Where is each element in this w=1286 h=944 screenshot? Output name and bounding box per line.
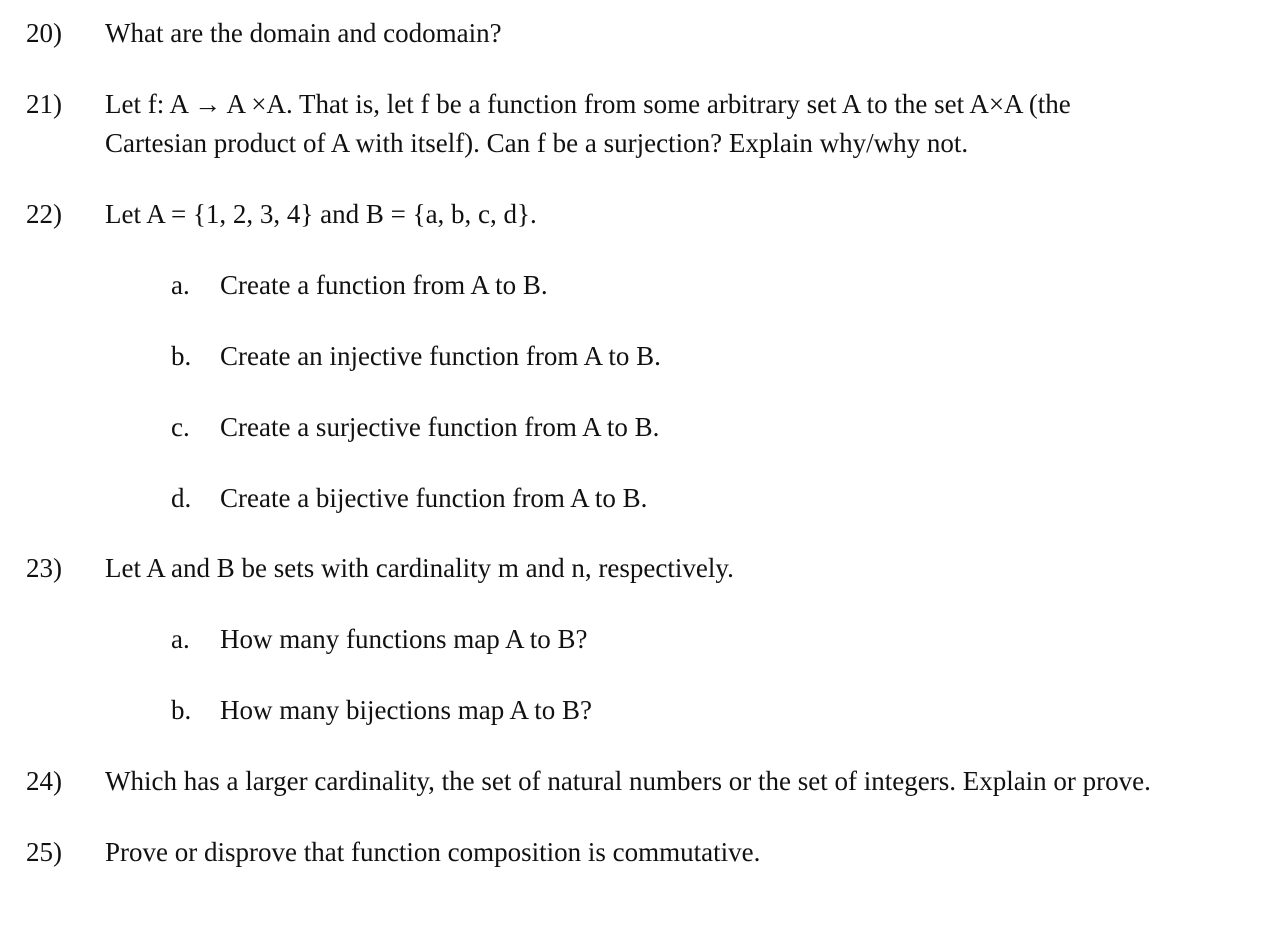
question-25-number: 25) bbox=[26, 837, 62, 867]
question-21-text-line2: Cartesian product of A with itself). Can f be a surjection? Explain why/why not. bbox=[105, 128, 969, 158]
question-22b-letter: b. bbox=[171, 341, 192, 371]
question-22-text: Let A = {1, 2, 3, 4} and B = {a, b, c, d}. bbox=[105, 199, 537, 229]
question-22d-letter: d. bbox=[171, 483, 192, 513]
question-24-text: Which has a larger cardinality, the set of natural numbers or the set of integers. Explain or prove. bbox=[105, 766, 1151, 796]
question-23-text: Let A and B be sets with cardinality m and n, respectively. bbox=[105, 553, 734, 583]
question-23-number: 23) bbox=[26, 553, 62, 583]
question-20-number: 20) bbox=[26, 18, 62, 48]
question-24-number: 24) bbox=[26, 766, 62, 796]
question-23b-text: How many bijections map A to B? bbox=[220, 695, 592, 725]
question-22a-letter: a. bbox=[171, 270, 190, 300]
question-22c-letter: c. bbox=[171, 412, 190, 442]
question-20-text: What are the domain and codomain? bbox=[105, 18, 502, 48]
question-22b-text: Create an injective function from A to B. bbox=[220, 341, 661, 371]
question-21-number: 21) bbox=[26, 89, 62, 119]
question-23a-text: How many functions map A to B? bbox=[220, 624, 588, 654]
question-21-text-line1: Let f: A → A ×A. That is, let f be a function from some arbitrary set A to the set A×A (the bbox=[105, 89, 1071, 119]
question-22-number: 22) bbox=[26, 199, 62, 229]
question-22a-text: Create a function from A to B. bbox=[220, 270, 548, 300]
question-22c-text: Create a surjective function from A to B. bbox=[220, 412, 660, 442]
question-23a-letter: a. bbox=[171, 624, 190, 654]
question-23b-letter: b. bbox=[171, 695, 192, 725]
question-25-text: Prove or disprove that function composition is commutative. bbox=[105, 837, 761, 867]
question-22d-text: Create a bijective function from A to B. bbox=[220, 483, 648, 513]
